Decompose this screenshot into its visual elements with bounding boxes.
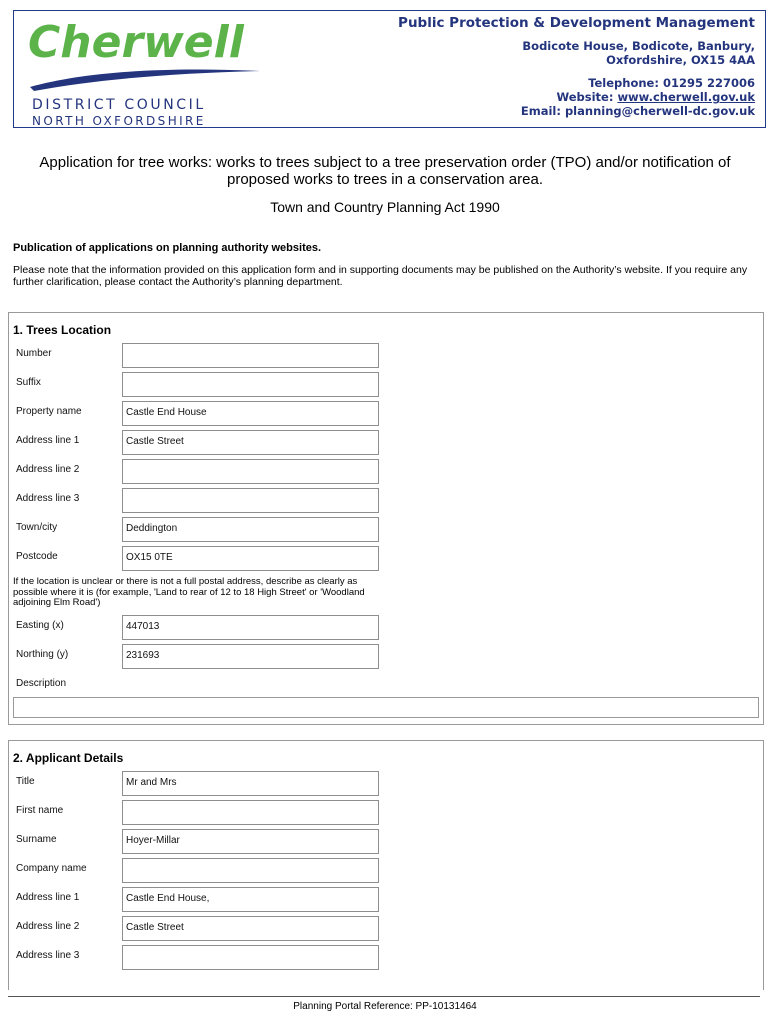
applicant-address-line-1-field[interactable]: Castle End House, [122, 887, 379, 912]
property-name-field[interactable]: Castle End House [122, 401, 379, 426]
field-label: Description [16, 678, 67, 689]
northing-field[interactable]: 231693 [122, 644, 379, 669]
field-label: Address line 3 [16, 950, 80, 961]
form-row-company-name [9, 858, 749, 884]
field-label: Address line 2 [16, 921, 80, 932]
field-label: Suffix [16, 377, 41, 388]
field-label: Easting (x) [16, 620, 64, 631]
website-label: Website: [556, 90, 618, 104]
field-label: First name [16, 805, 64, 816]
cherwell-logo [28, 17, 258, 128]
logo-district-council: DISTRICT COUNCIL [32, 97, 206, 113]
applicant-address-line-2-field[interactable]: Castle Street [122, 916, 379, 941]
form-row-address-line-1 [9, 430, 749, 456]
form-row-applicant-address-line-2 [9, 916, 749, 942]
field-label: Title [16, 776, 35, 787]
town-city-field[interactable]: Deddington [122, 517, 379, 542]
address-line-1: Bodicote House, Bodicote, Banbury, [522, 39, 755, 53]
form-row-applicant-address-line-3 [9, 945, 749, 971]
first-name-field[interactable] [122, 800, 379, 825]
field-label: Number [16, 348, 52, 359]
surname-field[interactable]: Hoyer-Millar [122, 829, 379, 854]
applicant-details-section [8, 740, 764, 990]
website-line [398, 90, 755, 104]
number-field[interactable] [122, 343, 379, 368]
trees-location-section [8, 312, 764, 725]
field-label: Postcode [16, 551, 58, 562]
form-row-address-line-3 [9, 488, 749, 514]
address-line-1-field[interactable]: Castle Street [122, 430, 379, 455]
field-label: Northing (y) [16, 649, 69, 660]
publication-heading: Publication of applications on planning authority websites. [13, 242, 322, 254]
field-label: Town/city [16, 522, 58, 533]
form-row-easting [9, 615, 749, 641]
address-line-3-field[interactable] [122, 488, 379, 513]
form-row-town-city [9, 517, 749, 543]
address-line-2-field[interactable] [122, 459, 379, 484]
form-row-surname [9, 829, 749, 855]
email-address[interactable]: planning@cherwell-dc.gov.uk [564, 104, 755, 118]
website-link[interactable]: www.cherwell.gov.uk [617, 90, 755, 104]
form-row-property-name [9, 401, 749, 427]
section-title: 2. Applicant Details [13, 751, 124, 765]
field-label: Address line 1 [16, 435, 80, 446]
location-hint: If the location is unclear or there is not a full postal address, describe as clearly as possible where it is (for example, 'Land to rear of 12 to 18 High Street' or 'Woodland adjoining Elm Road') [13, 576, 365, 608]
form-row-first-name [9, 800, 749, 826]
postcode-field[interactable]: OX15 0TE [122, 546, 379, 571]
footer-divider [8, 996, 760, 997]
form-row-address-line-2 [9, 459, 749, 485]
publication-note: Please note that the information provided on this application form and in supporting documents may be published on the Authority’s website. If you require any further clarification, please contact the Authority’s planning department. [13, 264, 748, 288]
form-row-description [9, 673, 749, 699]
field-label: Address line 3 [16, 493, 80, 504]
email-line [398, 104, 755, 118]
telephone-label: Telephone: [588, 76, 663, 90]
form-row-northing [9, 644, 749, 670]
form-row-suffix [9, 372, 749, 398]
planning-portal-reference: Planning Portal Reference: PP-10131464 [293, 1001, 477, 1012]
field-label: Surname [16, 834, 57, 845]
field-label: Property name [16, 406, 82, 417]
form-row-applicant-address-line-1 [9, 887, 749, 913]
department-name: Public Protection & Development Management [398, 15, 755, 31]
field-label: Address line 1 [16, 892, 80, 903]
office-contact-block [398, 15, 755, 118]
document-act: Town and Country Planning Act 1990 [270, 199, 500, 215]
address-line-2: Oxfordshire, OX15 4AA [606, 53, 755, 67]
applicant-address-line-3-field[interactable] [122, 945, 379, 970]
field-label: Address line 2 [16, 464, 80, 475]
section-title: 1. Trees Location [13, 323, 112, 337]
easting-field[interactable]: 447013 [122, 615, 379, 640]
email-label: Email: [520, 104, 565, 118]
description-field[interactable] [13, 697, 759, 718]
field-label: Company name [16, 863, 87, 874]
document-title: Application for tree works: works to trees subject to a tree preservation order (TPO) and/or notification of proposed works to trees in a conservation area. [39, 154, 731, 188]
title-field[interactable]: Mr and Mrs [122, 771, 379, 796]
logo-wordmark: Cherwell [28, 17, 244, 68]
company-name-field[interactable] [122, 858, 379, 883]
telephone-line [398, 76, 755, 90]
form-row-postcode [9, 546, 749, 572]
suffix-field[interactable] [122, 372, 379, 397]
telephone-number: 01295 227006 [662, 76, 755, 90]
form-row-title [9, 771, 749, 797]
logo-north-oxfordshire: NORTH OXFORDSHIRE [32, 114, 206, 128]
header-banner [13, 10, 766, 128]
logo-swoosh-icon [28, 61, 263, 91]
form-row-number [9, 343, 749, 369]
